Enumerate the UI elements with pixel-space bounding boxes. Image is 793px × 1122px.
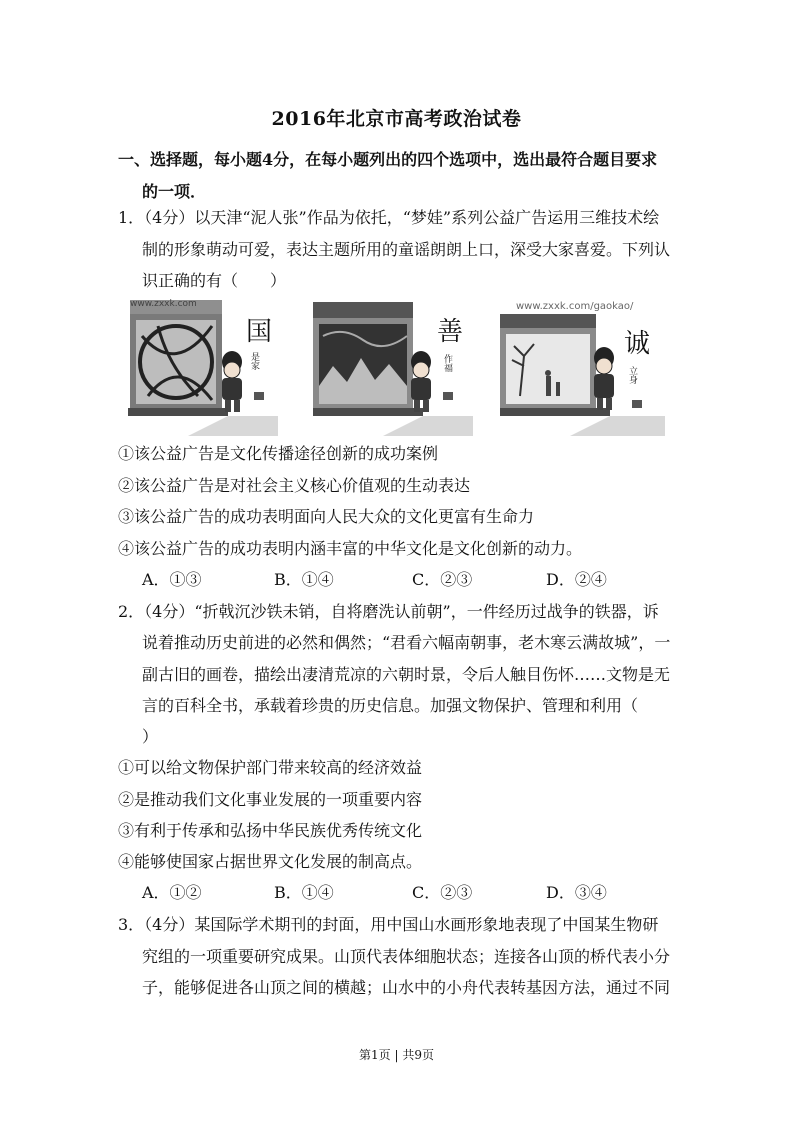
page-footer: 第1页 | 共9页 — [359, 1048, 434, 1062]
question-1-option-1: ①该公益广告是文化传播途径创新的成功案例 — [118, 444, 439, 463]
page-title: 2016年北京市高考政治试卷 — [271, 108, 522, 130]
question-2-choice-c: C．②③ — [412, 883, 473, 902]
question-2-option-1: ①可以给文物保护部门带来较高的经济效益 — [118, 758, 423, 777]
question-3-stem-line-1: 3．（4分）某国际学术期刊的封面，用中国山水画形象地表现了中国某生物研 — [118, 915, 659, 934]
question-2-stem-line-2: 说着推动历史前进的必然和偶然；“君看六幅南朝事，老木寒云满故城”，一 — [142, 633, 671, 652]
section-heading — [118, 144, 678, 208]
calligraphy-sub-1: 是家 — [249, 352, 259, 370]
question-2-choice-b: B．①④ — [274, 883, 334, 902]
question-1-choice-c: C．②③ — [412, 570, 473, 589]
section-heading-line-1: 一、选择题，每小题4分，在每小题列出的四个选项中，选出最符合题目要求 — [118, 150, 658, 169]
calligraphy-sub-2: 作福 — [442, 354, 452, 372]
question-2-stem-line-3: 副古旧的画卷，描绘出凄清荒凉的六朝时景，令后人触目伤怀……文物是无 — [142, 665, 671, 684]
question-1-stem-line-3: 识正确的有（ ） — [142, 271, 287, 290]
ad-image-2 — [313, 296, 473, 436]
ad-illustration-2 — [313, 296, 473, 436]
question-2-choice-a: A．①② — [142, 883, 202, 902]
question-2-option-2: ②是推动我们文化事业发展的一项重要内容 — [118, 790, 423, 809]
calligraphy-char-3: 诚 — [624, 329, 651, 359]
question-2-stem-line-4: 言的百科全书，承载着珍贵的历史信息。加强文物保护、管理和利用（ — [142, 696, 639, 715]
question-2-stem-line-1: 2．（4分）“折戟沉沙铁未销，自将磨洗认前朝”，一件经历过战争的铁器，诉 — [118, 602, 659, 621]
question-1-stem-line-1: 1．（4分）以天津“泥人张”作品为依托，“梦娃”系列公益广告运用三维技术绘 — [118, 208, 660, 227]
question-1-choice-b: B．①④ — [274, 570, 334, 589]
calligraphy-char-1: 国 — [246, 317, 273, 347]
question-3-stem-line-2: 究组的一项重要研究成果。山顶代表体细胞状态；连接各山顶的桥代表小分 — [142, 947, 671, 966]
ad-image-3 — [500, 296, 665, 436]
calligraphy-sub-3: 立身 — [627, 366, 637, 384]
question-2-choice-d: D．③④ — [546, 883, 607, 902]
section-heading-line-2: 的一项． — [142, 182, 207, 201]
question-1-choice-d: D．②④ — [546, 570, 607, 589]
watermark-3: www.zxxk.com/gaokao/ — [516, 301, 634, 312]
question-1-option-3: ③该公益广告的成功表明面向人民大众的文化更富有生命力 — [118, 507, 535, 526]
question-1-option-2: ②该公益广告是对社会主义核心价值观的生动表达 — [118, 476, 471, 495]
question-2-option-3: ③有利于传承和弘扬中华民族优秀传统文化 — [118, 821, 423, 840]
question-3-stem-line-3: 子，能够促进各山顶之间的横越；山水中的小舟代表转基因方法，通过不同 — [142, 978, 671, 997]
calligraphy-char-2: 善 — [437, 317, 464, 347]
question-2-option-4: ④能够使国家占据世界文化发展的制高点。 — [118, 852, 423, 871]
question-2-stem-line-5: ） — [142, 727, 159, 746]
ad-illustration-1 — [128, 296, 278, 436]
ad-illustration-3 — [500, 296, 665, 436]
question-1-choice-a: A．①③ — [142, 570, 202, 589]
ad-image-1 — [128, 296, 278, 436]
question-1-option-4: ④该公益广告的成功表明内涵丰富的中华文化是文化创新的动力。 — [118, 539, 583, 558]
question-1-stem-line-2: 制的形象萌动可爱，表达主题所用的童谣朗朗上口，深受大家喜爱。下列认 — [142, 240, 671, 259]
